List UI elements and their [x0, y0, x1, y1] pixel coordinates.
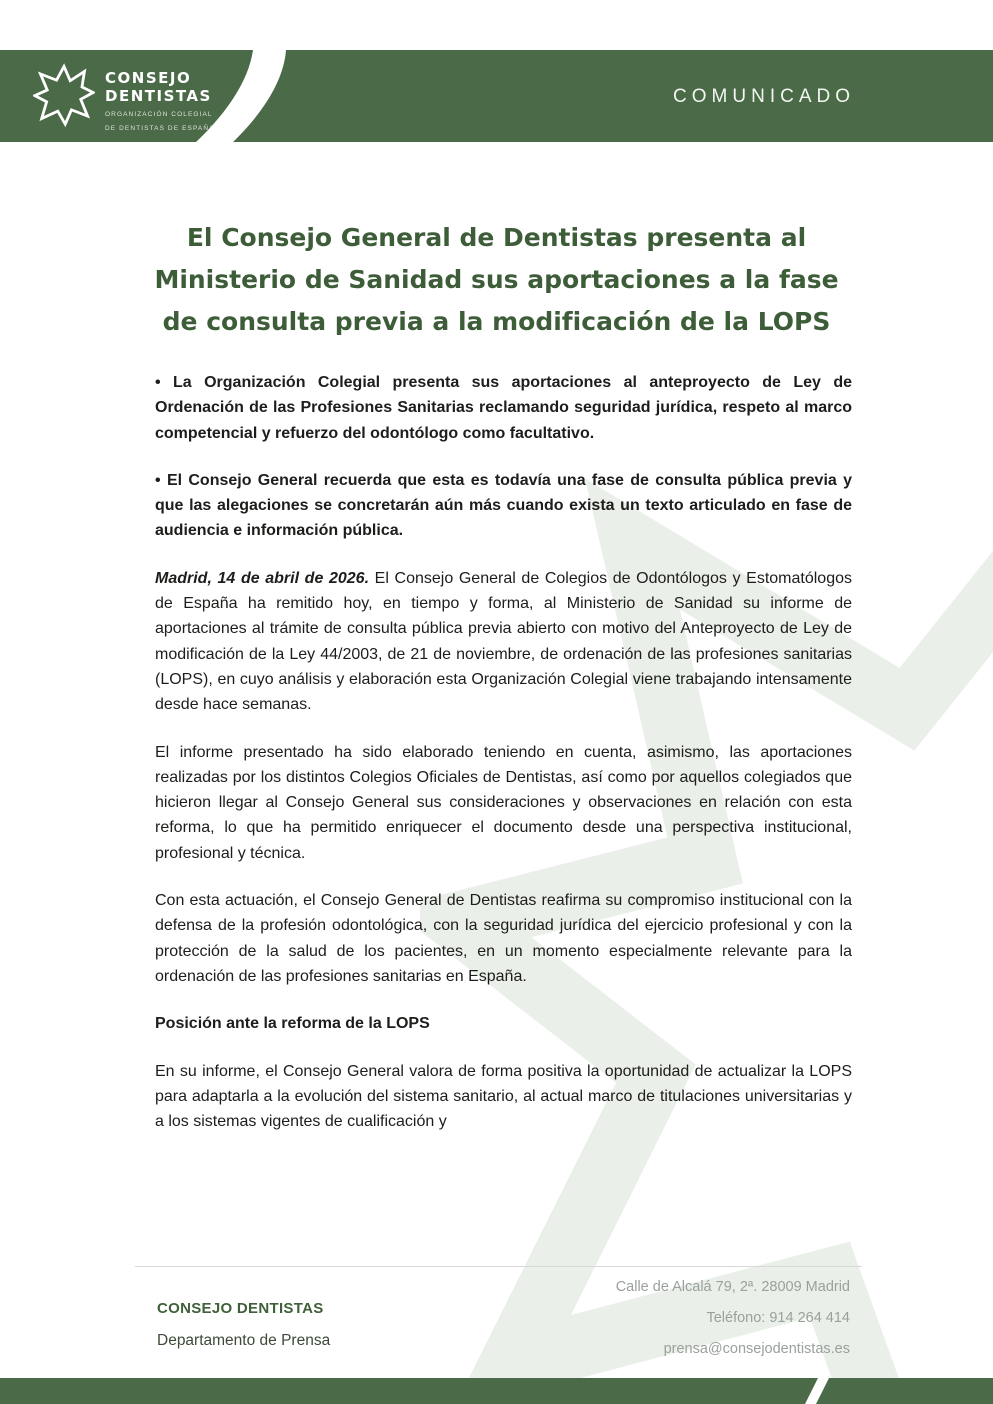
- bullet-marker: •: [155, 471, 161, 489]
- footer-left: [157, 1300, 330, 1350]
- footer-contact: [616, 1279, 850, 1372]
- logo-text: [105, 61, 215, 133]
- bullet-text-1: La Organización Colegial presenta sus aportaciones al anteproyecto de Ley de Ordenación de las Profesiones Sanitarias reclamando seguridad jurídica, respeto al marco competencial y refuerzo del odontólogo como facultativo.: [155, 374, 852, 442]
- logo: [33, 61, 215, 133]
- bullet-text-2: El Consejo General recuerda que esta es todavía una fase de consulta pública previa y que las alegaciones se concretarán aún más cuando exista un texto articulado en fase de audiencia e información pública.: [155, 471, 853, 540]
- paragraph-2: El informe presentado ha sido elaborado teniendo en cuenta, asimismo, las aportaciones realizadas por los distintos Colegios Oficiales de Dentistas, así como por aquellos colegiados que hicieron llegar al Consejo General sus consideraciones y observaciones en relación con esta reforma, lo que ha permitido enriquecer el documento desde una perspectiva institucional, profesional y técnica.: [155, 743, 852, 862]
- document-title-line3: de consulta previa a la modificación de la LOPS: [162, 306, 831, 336]
- logo-name-line1: CONSEJO: [105, 69, 192, 87]
- logo-subtitle-line2: DE DENTISTAS DE ESPAÑA: [105, 125, 215, 132]
- footer-address: Calle de Alcalá 79, 2ª. 28009 Madrid: [615, 1279, 850, 1295]
- document-body: [155, 370, 852, 1156]
- footer-email: prensa@consejodentistas.es: [663, 1341, 850, 1357]
- logo-star-icon: [33, 61, 95, 129]
- section-heading: Posición ante la reforma de la LOPS: [155, 1015, 430, 1033]
- document-title-line2: Ministerio de Sanidad sus aportaciones a la fase: [154, 264, 839, 294]
- logo-subtitle-line1: ORGANIZACIÓN COLEGIAL: [105, 111, 213, 118]
- logo-name-line2: DENTISTAS: [105, 87, 212, 105]
- footer-phone: Teléfono: 914 264 414: [706, 1310, 850, 1326]
- footer-divider: [135, 1266, 862, 1267]
- document-title-line1: El Consejo General de Dentistas presenta al: [186, 222, 807, 252]
- document-title: [100, 217, 893, 343]
- comunicado-badge: COMUNICADO: [673, 86, 855, 107]
- bullet-marker: •: [155, 374, 161, 391]
- footer-band: [0, 1378, 993, 1404]
- header-band: [0, 50, 993, 142]
- paragraph-4: En su informe, el Consejo General valora de forma positiva la oportunidad de actualizar la LOPS para adaptarla a la evolución del sistema sanitario, al actual marco de titulaciones universitarias y a los sistemas vigentes de cualificación y: [155, 1062, 852, 1131]
- footer-department: Departamento de Prensa: [157, 1332, 331, 1349]
- footer-org-name: CONSEJO DENTISTAS: [157, 1300, 324, 1317]
- paragraph-3: Con esta actuación, el Consejo General de Dentistas reafirma su compromiso institucional con la defensa de la profesión odontológica, con la seguridad jurídica del ejercicio profesional y con la protección de la salud de los pacientes, en un momento especialmente relevante para la ordenación de las profesiones sanitarias en España.: [155, 892, 852, 985]
- bullet-paragraph-2: [155, 468, 852, 544]
- paragraph-dateline-text: El Consejo General de Colegios de Odontólogos y Estomatólogos de España ha remitido hoy, en tiempo y forma, al Ministerio de Sanidad su informe de aportaciones al trámite de consulta pública previa abierto con motivo del Anteproyecto de Ley de modificación de la Ley 44/2003, de 21 de noviembre, de ordenación de las profesiones sanitarias (LOPS), en cuyo análisis y elaboración esta Organización Colegial viene trabajando intensamente desde hace semanas.: [155, 569, 852, 714]
- bullet-paragraph-1: [155, 370, 852, 446]
- dateline: Madrid, 14 de abril de 2026.: [155, 569, 370, 587]
- footer-slash-icon: [0, 1378, 993, 1404]
- paragraph-dateline: [155, 566, 852, 718]
